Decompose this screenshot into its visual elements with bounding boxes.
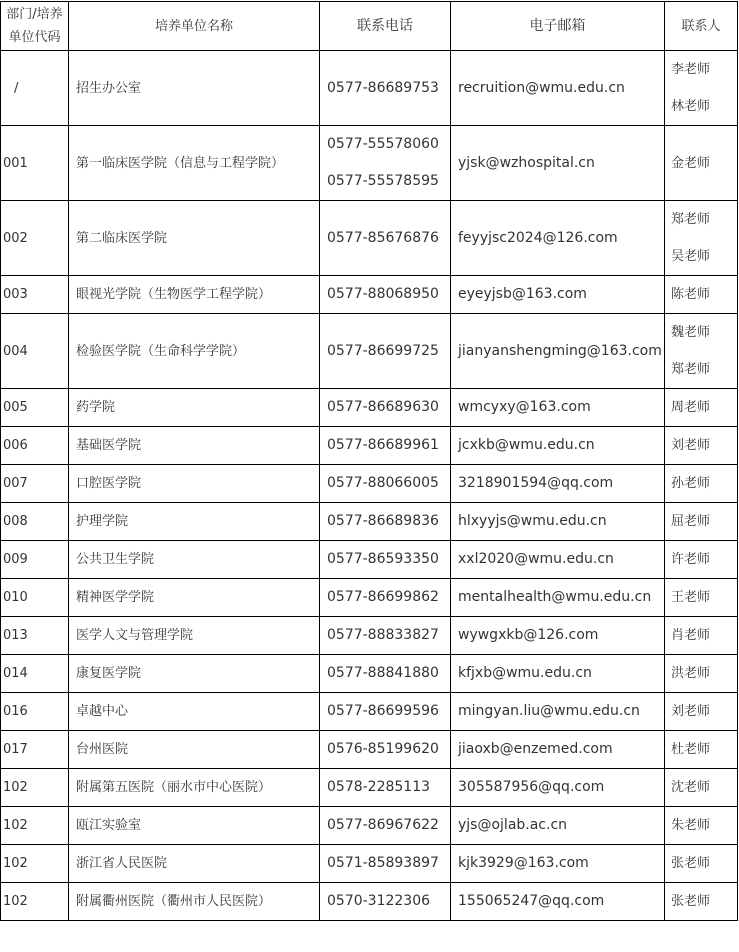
cell-dept-code: 007: [1, 465, 69, 503]
contact-person: 张老师: [671, 894, 711, 909]
cell-unit-name: 卓越中心: [69, 693, 320, 731]
cell-dept-code: 005: [1, 389, 69, 427]
cell-email: xxl2020@wmu.edu.cn: [451, 541, 665, 579]
contact-person: 魏老师: [671, 325, 711, 340]
table-row: [1, 541, 738, 579]
cell-phone: [320, 807, 451, 845]
cell-dept-code: 003: [1, 276, 69, 314]
contact-person: 刘老师: [671, 704, 711, 719]
phone-number: 0577-86699596: [327, 703, 439, 719]
contact-person: 林老师: [671, 99, 711, 114]
cell-phone: [320, 769, 451, 807]
cell-email: kfjxb@wmu.edu.cn: [451, 655, 665, 693]
contact-person: 洪老师: [671, 666, 711, 681]
cell-email: feyyjsc2024@126.com: [451, 201, 665, 276]
cell-phone: [320, 51, 451, 126]
cell-email: wmcyxy@163.com: [451, 389, 665, 427]
contact-person: 金老师: [671, 155, 711, 171]
cell-contact: [665, 126, 738, 201]
cell-phone: [320, 389, 451, 427]
cell-unit-name: 第一临床医学院（信息与工程学院）: [69, 126, 320, 201]
cell-contact: [665, 845, 738, 883]
header-email: 电子邮箱: [451, 2, 665, 51]
cell-email: 155065247@qq.com: [451, 883, 665, 921]
cell-unit-name: 附属衢州医院（衢州市人民医院）: [69, 883, 320, 921]
cell-email: recruition@wmu.edu.cn: [451, 51, 665, 126]
contact-person: 郑老师: [671, 362, 711, 377]
contact-person: 吴老师: [671, 249, 711, 264]
cell-phone: [320, 845, 451, 883]
cell-unit-name: 附属第五医院（丽水市中心医院）: [69, 769, 320, 807]
cell-dept-code: 009: [1, 541, 69, 579]
contact-person: 郑老师: [671, 212, 711, 227]
cell-unit-name: 浙江省人民医院: [69, 845, 320, 883]
table-row: [1, 579, 738, 617]
table-row: [1, 51, 738, 126]
table-row: [1, 845, 738, 883]
cell-unit-name: 眼视光学院（生物医学工程学院）: [69, 276, 320, 314]
phone-number: 0577-88833827: [327, 627, 439, 643]
cell-contact: [665, 655, 738, 693]
phone-number: 0578-2285113: [327, 779, 431, 795]
cell-email: yjsk@wzhospital.cn: [451, 126, 665, 201]
cell-email: mentalhealth@wmu.edu.cn: [451, 579, 665, 617]
phone-number: 0577-86689836: [327, 513, 439, 529]
cell-dept-code: /: [1, 51, 69, 126]
phone-number: 0577-88068950: [327, 286, 439, 302]
phone-number: 0577-86967622: [327, 817, 439, 833]
contact-person: 杜老师: [671, 742, 711, 757]
cell-phone: [320, 465, 451, 503]
cell-dept-code: 102: [1, 769, 69, 807]
cell-phone: [320, 201, 451, 276]
cell-unit-name: 招生办公室: [69, 51, 320, 126]
cell-contact: [665, 503, 738, 541]
contact-person: 沈老师: [671, 780, 711, 795]
cell-contact: [665, 314, 738, 389]
phone-number: 0577-86689753: [327, 79, 439, 96]
cell-email: jiaoxb@enzemed.com: [451, 731, 665, 769]
cell-phone: [320, 693, 451, 731]
table-row: [1, 465, 738, 503]
header-phone: 联系电话: [320, 2, 451, 51]
phone-number: 0577-55578595: [327, 173, 439, 189]
cell-email: yjs@ojlab.ac.cn: [451, 807, 665, 845]
contact-person: 王老师: [671, 590, 711, 605]
table-row: [1, 503, 738, 541]
cell-phone: [320, 503, 451, 541]
cell-dept-code: 001: [1, 126, 69, 201]
table-row: [1, 617, 738, 655]
table-row: [1, 731, 738, 769]
phone-number: 0577-88066005: [327, 475, 439, 491]
table-row: [1, 655, 738, 693]
cell-phone: [320, 541, 451, 579]
cell-contact: [665, 201, 738, 276]
cell-dept-code: 006: [1, 427, 69, 465]
cell-unit-name: 医学人文与管理学院: [69, 617, 320, 655]
cell-phone: [320, 655, 451, 693]
cell-contact: [665, 807, 738, 845]
cell-unit-name: 精神医学学院: [69, 579, 320, 617]
contact-person: 陈老师: [671, 287, 711, 302]
cell-unit-name: 瓯江实验室: [69, 807, 320, 845]
cell-contact: [665, 465, 738, 503]
cell-unit-name: 康复医学院: [69, 655, 320, 693]
cell-phone: [320, 314, 451, 389]
cell-dept-code: 014: [1, 655, 69, 693]
phone-number: 0577-55578060: [327, 136, 439, 152]
cell-contact: [665, 541, 738, 579]
phone-number: 0577-86699862: [327, 589, 439, 605]
cell-dept-code: 102: [1, 845, 69, 883]
contact-person: 许老师: [671, 552, 711, 567]
table-row: [1, 276, 738, 314]
phone-number: 0577-88841880: [327, 665, 439, 681]
cell-email: kjk3929@163.com: [451, 845, 665, 883]
cell-dept-code: 102: [1, 807, 69, 845]
cell-dept-code: 102: [1, 883, 69, 921]
cell-phone: [320, 883, 451, 921]
table-body: [1, 51, 738, 921]
table-row: [1, 126, 738, 201]
table-row: [1, 427, 738, 465]
cell-contact: [665, 693, 738, 731]
cell-dept-code: 010: [1, 579, 69, 617]
contact-person: 屈老师: [671, 514, 711, 529]
contact-person: 孙老师: [671, 476, 711, 491]
cell-phone: [320, 126, 451, 201]
cell-dept-code: 017: [1, 731, 69, 769]
phone-number: 0577-86699725: [327, 342, 439, 359]
cell-unit-name: 检验医学院（生命科学学院）: [69, 314, 320, 389]
table-row: [1, 693, 738, 731]
contact-table: [0, 1, 738, 921]
cell-contact: [665, 617, 738, 655]
phone-number: 0577-85676876: [327, 229, 439, 246]
table-row: [1, 769, 738, 807]
phone-number: 0576-85199620: [327, 741, 439, 757]
cell-unit-name: 公共卫生学院: [69, 541, 320, 579]
table-row: [1, 883, 738, 921]
cell-phone: [320, 427, 451, 465]
cell-unit-name: 基础医学院: [69, 427, 320, 465]
phone-number: 0577-86689630: [327, 399, 439, 415]
contact-person: 刘老师: [671, 438, 711, 453]
cell-dept-code: 008: [1, 503, 69, 541]
table-row: [1, 201, 738, 276]
header-unit-name: 培养单位名称: [69, 2, 320, 51]
cell-phone: [320, 617, 451, 655]
table-row: [1, 807, 738, 845]
cell-email: eyeyjsb@163.com: [451, 276, 665, 314]
cell-contact: [665, 579, 738, 617]
cell-unit-name: 药学院: [69, 389, 320, 427]
header-contact: 联系人: [665, 2, 738, 51]
cell-unit-name: 护理学院: [69, 503, 320, 541]
cell-dept-code: 004: [1, 314, 69, 389]
cell-email: 305587956@qq.com: [451, 769, 665, 807]
cell-dept-code: 002: [1, 201, 69, 276]
cell-dept-code: 016: [1, 693, 69, 731]
cell-contact: [665, 276, 738, 314]
cell-email: wywgxkb@126.com: [451, 617, 665, 655]
cell-phone: [320, 579, 451, 617]
phone-number: 0577-86689961: [327, 437, 439, 453]
cell-contact: [665, 389, 738, 427]
header-dept-code: 部门/培养单位代码: [1, 2, 69, 51]
cell-contact: [665, 731, 738, 769]
table-header-row: [1, 2, 738, 51]
phone-number: 0571-85893897: [327, 855, 439, 871]
cell-dept-code: 013: [1, 617, 69, 655]
contact-person: 李老师: [671, 62, 711, 77]
cell-contact: [665, 427, 738, 465]
cell-email: mingyan.liu@wmu.edu.cn: [451, 693, 665, 731]
cell-phone: [320, 276, 451, 314]
contact-person: 张老师: [671, 856, 711, 871]
contact-person: 肖老师: [671, 628, 711, 643]
cell-unit-name: 第二临床医学院: [69, 201, 320, 276]
cell-email: jcxkb@wmu.edu.cn: [451, 427, 665, 465]
table-row: [1, 314, 738, 389]
cell-contact: [665, 51, 738, 126]
cell-email: hlxyyjs@wmu.edu.cn: [451, 503, 665, 541]
cell-unit-name: 台州医院: [69, 731, 320, 769]
cell-email: jianyanshengming@163.com: [451, 314, 665, 389]
phone-number: 0577-86593350: [327, 551, 439, 567]
contact-person: 周老师: [671, 400, 711, 415]
cell-unit-name: 口腔医学院: [69, 465, 320, 503]
phone-number: 0570-3122306: [327, 893, 431, 909]
table-row: [1, 389, 738, 427]
cell-contact: [665, 883, 738, 921]
cell-phone: [320, 731, 451, 769]
cell-contact: [665, 769, 738, 807]
cell-email: 3218901594@qq.com: [451, 465, 665, 503]
contact-person: 朱老师: [671, 818, 711, 833]
